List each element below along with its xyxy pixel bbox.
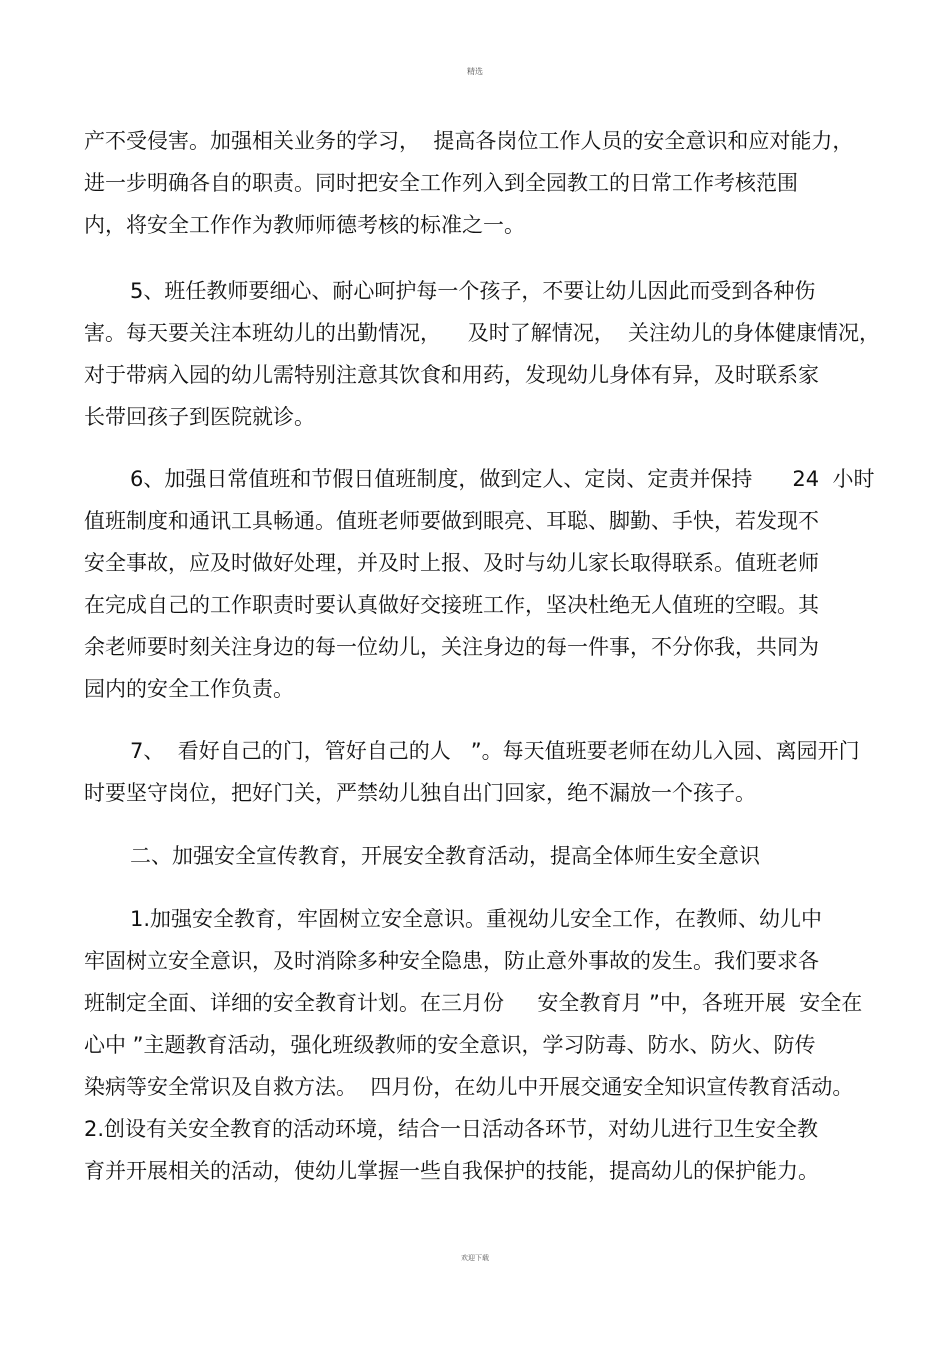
page-footer-mark: 欢迎下载 bbox=[461, 1254, 489, 1262]
body-line: 长带回孩子到医院就诊。 bbox=[84, 405, 315, 429]
section-heading: 二、加强安全宣传教育，开展安全教育活动，提高全体师生安全意识 bbox=[130, 844, 760, 868]
body-line: 产不受侵害。加强相关业务的学习， 提高各岗位工作人员的安全意识和应对能力， bbox=[84, 129, 854, 153]
body-line: 7、 看好自己的门，管好自己的人 ”。每天值班要老师在幼儿入园、离园开门 bbox=[130, 739, 860, 763]
body-line: 内，将安全工作作为教师师德考核的标准之一。 bbox=[84, 213, 525, 237]
body-line: 染病等安全常识及自救方法。 四月份，在幼儿中开展交通安全知识宣传教育活动。 bbox=[84, 1075, 854, 1099]
body-line: 安全事故，应及时做好处理，并及时上报、及时与幼儿家长取得联系。值班老师 bbox=[84, 551, 819, 575]
body-line: 心中 ”主题教育活动，强化班级教师的安全意识，学习防毒、防水、防火、防传 bbox=[84, 1033, 816, 1057]
body-line: 对于带病入园的幼儿需特别注意其饮食和用药，发现幼儿身体有异，及时联系家 bbox=[84, 363, 819, 387]
body-line: 进一步明确各自的职责。同时把安全工作列入到全园教工的日常工作考核范围 bbox=[84, 171, 798, 195]
body-line: 班制定全面、详细的安全教育计划。在三月份 安全教育月 ”中，各班开展 安全在 bbox=[84, 991, 863, 1015]
body-line: 5、班任教师要细心、耐心呵护每一个孩子，不要让幼儿因此而受到各种伤 bbox=[130, 279, 816, 303]
body-line: 值班制度和通讯工具畅通。值班老师要做到眼亮、耳聪、脚勤、手快，若发现不 bbox=[84, 509, 819, 533]
page-header-mark: 精选 bbox=[467, 67, 483, 76]
body-line: 2.创设有关安全教育的活动环境，结合一日活动各环节，对幼儿进行卫生安全教 bbox=[84, 1117, 819, 1141]
body-line: 在完成自己的工作职责时要认真做好交接班工作，坚决杜绝无人值班的空暇。其 bbox=[84, 593, 819, 617]
body-line: 牢固树立安全意识，及时消除多种安全隐患，防止意外事故的发生。我们要求各 bbox=[84, 949, 819, 973]
body-line: 害。每天要关注本班幼儿的出勤情况， 及时了解情况， 关注幼儿的身体健康情况， bbox=[84, 321, 881, 345]
body-line: 育并开展相关的活动，使幼儿掌握一些自我保护的技能，提高幼儿的保护能力。 bbox=[84, 1159, 819, 1183]
body-line: 1.加强安全教育，牢固树立安全意识。重视幼儿安全工作，在教师、幼儿中 bbox=[130, 907, 823, 931]
body-line: 6、加强日常值班和节假日值班制度，做到定人、定岗、定责并保持 24 小时 bbox=[130, 467, 875, 491]
body-line: 时要坚守岗位，把好门关，严禁幼儿独自出门回家，绝不漏放一个孩子。 bbox=[84, 781, 756, 805]
body-line: 园内的安全工作负责。 bbox=[84, 677, 294, 701]
body-line: 余老师要时刻关注身边的每一位幼儿，关注身边的每一件事，不分你我，共同为 bbox=[84, 635, 819, 659]
